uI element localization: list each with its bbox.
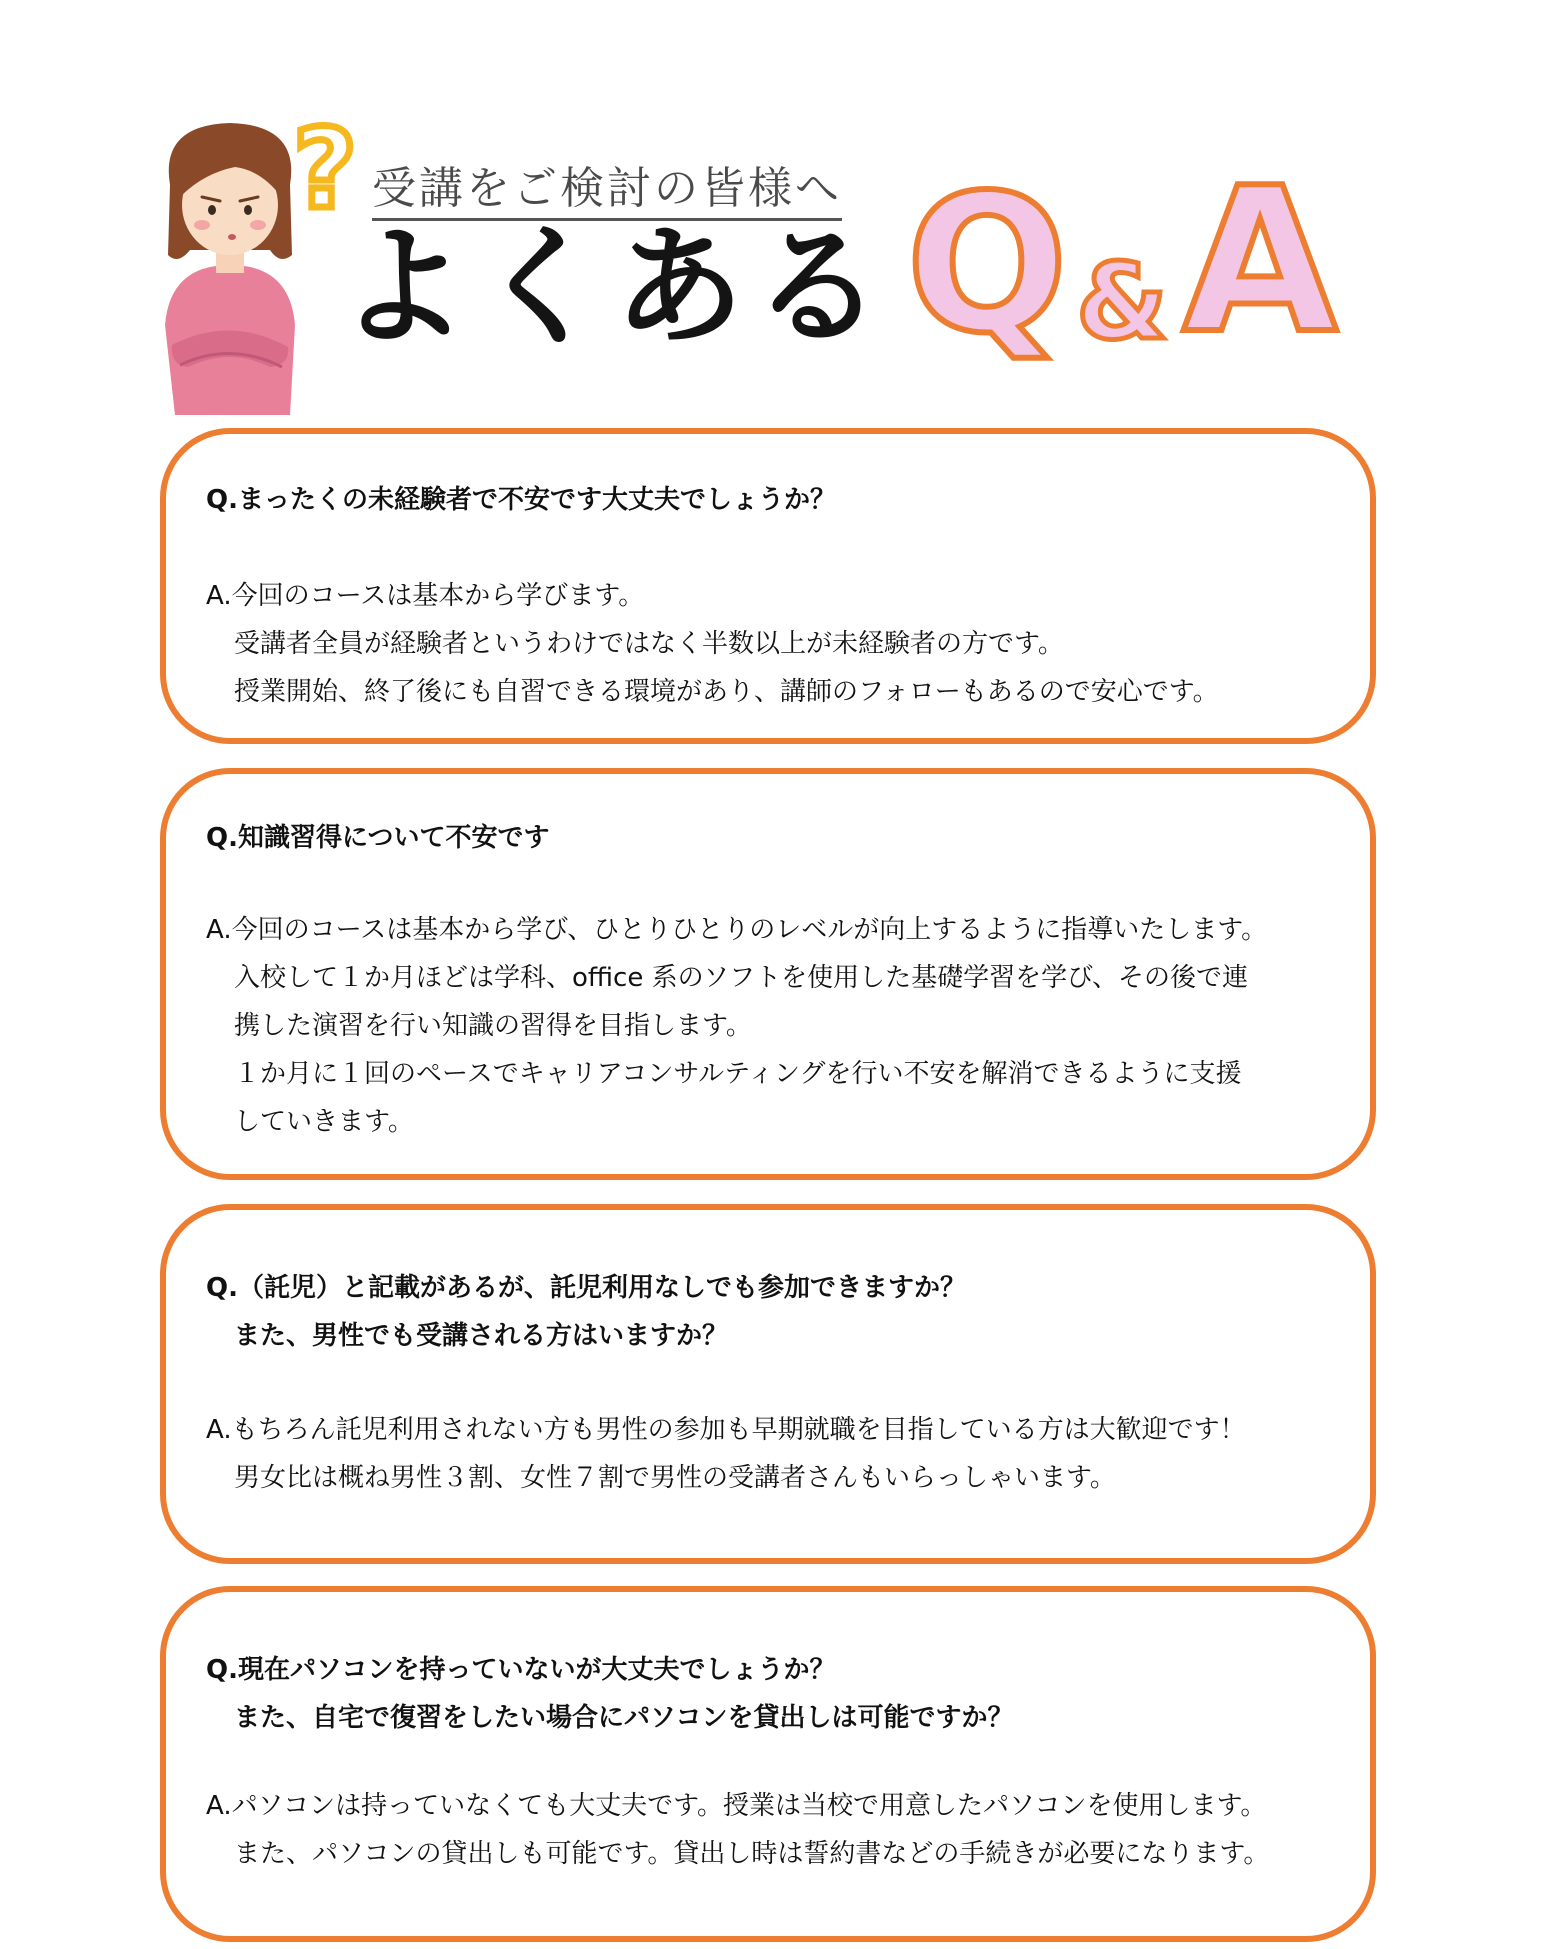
answer-line: A.今回のコースは基本から学びます。 — [206, 581, 645, 611]
answer-line: A.もちろん託児利用されない方も男性の参加も早期就職を目指している方は大歓迎です！ — [206, 1415, 1246, 1445]
logo-a: A — [1182, 180, 1338, 370]
answer-line: また、パソコンの貸出しも可能です。貸出し時は誓約書などの手続きが必要になります。 — [234, 1839, 1270, 1869]
faq-answer — [206, 906, 1267, 1146]
question-line: また、男性でも受講される方はいますか？ — [234, 1321, 729, 1351]
answer-line: していきます。 — [234, 1107, 414, 1137]
faq-question — [206, 814, 549, 862]
question-line: Q.現在パソコンを持っていないが大丈夫でしょうか？ — [206, 1655, 836, 1685]
faq-answer — [206, 1782, 1269, 1878]
page-subtitle: 受講をご検討の皆様へ — [372, 152, 842, 221]
faq-question — [206, 476, 836, 524]
faq-answer — [206, 1406, 1246, 1502]
page-title: よくある — [338, 211, 891, 363]
answer-line: 男女比は概ね男性３割、女性７割で男性の受講者さんもいらっしゃいます。 — [234, 1463, 1116, 1493]
page-header — [0, 0, 1547, 420]
answer-line: A.今回のコースは基本から学び、ひとりひとりのレベルが向上するように指導いたします。 — [206, 915, 1268, 945]
answer-line: １か月に１回のペースでキャリアコンサルティングを行い不安を解消できるように支援 — [234, 1059, 1242, 1089]
answer-line: 携した演習を行い知識の習得を目指します。 — [234, 1011, 752, 1041]
question-line: また、自宅で復習をしたい場合にパソコンを貸出しは可能ですか？ — [234, 1703, 1014, 1733]
faq-item-2 — [160, 768, 1376, 1180]
faq-question — [206, 1264, 966, 1360]
answer-line: A.パソコンは持っていなくても大丈夫です。授業は当校で用意したパソコンを使用します。 — [206, 1791, 1267, 1821]
faq-question — [206, 1646, 1013, 1742]
logo-q: Q — [906, 180, 1068, 370]
thinking-woman-illustration — [150, 115, 310, 415]
faq-item-1 — [160, 428, 1376, 744]
answer-line: 受講者全員が経験者というわけではなく半数以上が未経験者の方です。 — [234, 629, 1064, 659]
question-line: Q.まったくの未経験者で不安です大丈夫でしょうか？ — [206, 485, 836, 515]
answer-line: 入校して１か月ほどは学科、office 系のソフトを使用した基礎学習を学び、その後で連 — [234, 963, 1249, 993]
answer-line: 授業開始、終了後にも自習できる環境があり、講師のフォローもあるので安心です。 — [234, 677, 1219, 707]
question-line: Q.（託児）と記載があるが、託児利用なしでも参加できますか？ — [206, 1273, 966, 1303]
faq-answer — [206, 572, 1219, 716]
qa-logo — [895, 180, 1365, 370]
question-line: Q.知識習得について不安です — [206, 823, 550, 853]
faq-item-3 — [160, 1204, 1376, 1564]
faq-item-4 — [160, 1586, 1376, 1942]
logo-ampersand: & — [1076, 241, 1168, 363]
svg-text:?: ? — [293, 112, 357, 232]
